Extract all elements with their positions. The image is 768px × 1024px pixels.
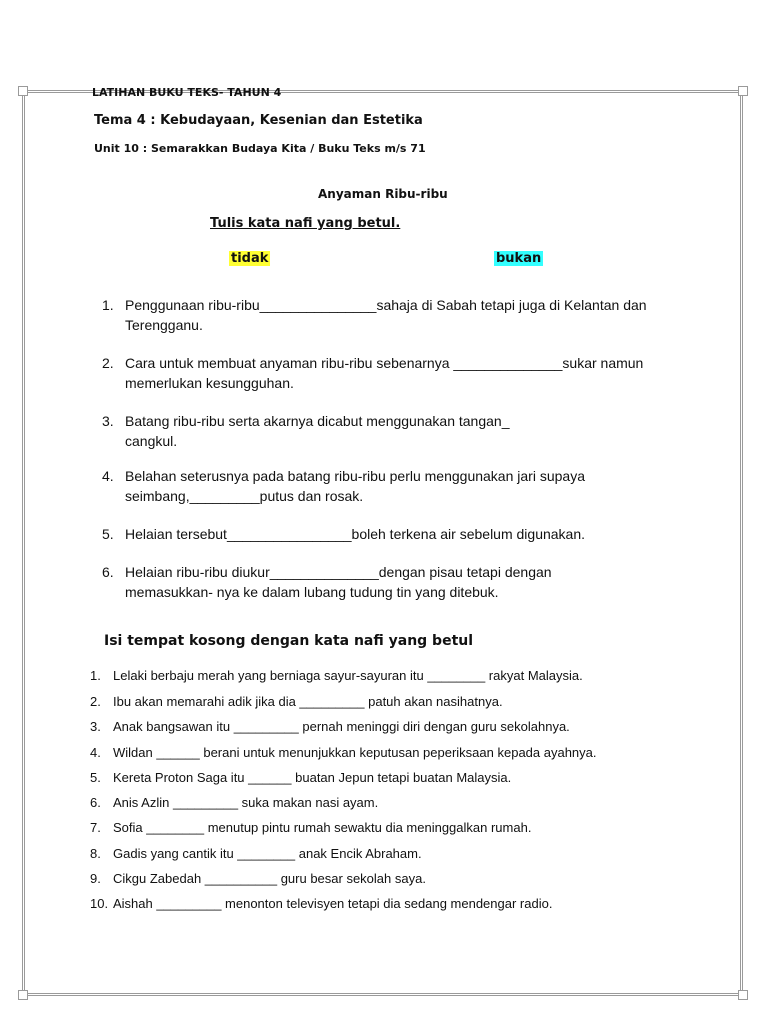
item-text: Batang ribu-ribu serta akarnya dicabut menggunakan tangan_ cangkul. [125,413,510,449]
theme-line: Tema 4 : Kebudayaan, Kesenian dan Estetika [94,113,423,128]
corner-mark [738,86,748,96]
item-number: 6. [90,795,101,810]
worksheet-header-title: LATIHAN BUKU TEKS- TAHUN 4 [92,86,282,99]
section2-instruction: Isi tempat kosong dengan kata nafi yang betul [104,633,474,649]
answer-option-bukan: bukan [496,251,542,266]
item-number: 3. [102,413,114,429]
item-text: Helaian tersebut________________boleh terkena air sebelum digunakan. [125,526,586,542]
answer-option-tidak: tidak [231,251,269,266]
item-number: 3. [90,719,101,734]
item-text: Sofia ________ menutup pintu rumah sewaktu dia meninggalkan rumah. [113,820,532,835]
item-number: 1. [102,297,114,313]
item-number: 8. [90,846,101,861]
item-number: 5. [90,770,101,785]
item-text: Helaian ribu-ribu diukur______________dengan pisau tetapi dengan memasukkan- nya ke dalam lubang tudung tin yang ditebuk. [125,564,552,600]
item-number: 1. [90,668,101,683]
item-number: 4. [102,468,114,484]
item-text: Wildan ______ berani untuk menunjukkan keputusan peperiksaan kepada ayahnya. [113,745,597,760]
item-text: Cikgu Zabedah __________ guru besar sekolah saya. [113,871,426,886]
unit-line: Unit 10 : Semarakkan Budaya Kita / Buku Teks m/s 71 [94,142,426,155]
item-text: Belahan seterusnya pada batang ribu-ribu perlu menggunakan jari supaya seimbang,_________putus dan rosak. [125,468,585,504]
corner-mark [18,86,28,96]
item-number: 5. [102,526,114,542]
item-number: 10. [90,896,109,911]
item-text: Anak bangsawan itu _________ pernah meninggi diri dengan guru sekolahnya. [113,719,570,734]
item-number: 2. [90,694,101,709]
item-number: 6. [102,564,114,580]
item-text: Gadis yang cantik itu ________ anak Encik Abraham. [113,846,422,861]
item-text: Anis Azlin _________ suka makan nasi ayam. [113,795,379,810]
item-text: Cara untuk membuat anyaman ribu-ribu sebenarnya ______________sukar namun memerlukan kesungguhan. [125,355,644,391]
item-text: Ibu akan memarahi adik jika dia _________ patuh akan nasihatnya. [113,694,503,709]
item-number: 9. [90,871,101,886]
item-text: Penggunaan ribu-ribu_______________sahaja di Sabah tetapi juga di Kelantan dan Terengganu. [125,297,647,333]
item-text: Lelaki berbaju merah yang berniaga sayur-sayuran itu ________ rakyat Malaysia. [113,668,583,683]
item-text: Kereta Proton Saga itu ______ buatan Jepun tetapi buatan Malaysia. [113,770,512,785]
corner-mark [18,990,28,1000]
item-number: 4. [90,745,101,760]
page-title: Anyaman Ribu-ribu [318,187,448,201]
item-text: Aishah _________ menonton televisyen tetapi dia sedang mendengar radio. [113,896,553,911]
item-number: 7. [90,820,101,835]
item-number: 2. [102,355,114,371]
section1-instruction: Tulis kata nafi yang betul. [210,216,401,231]
corner-mark [738,990,748,1000]
